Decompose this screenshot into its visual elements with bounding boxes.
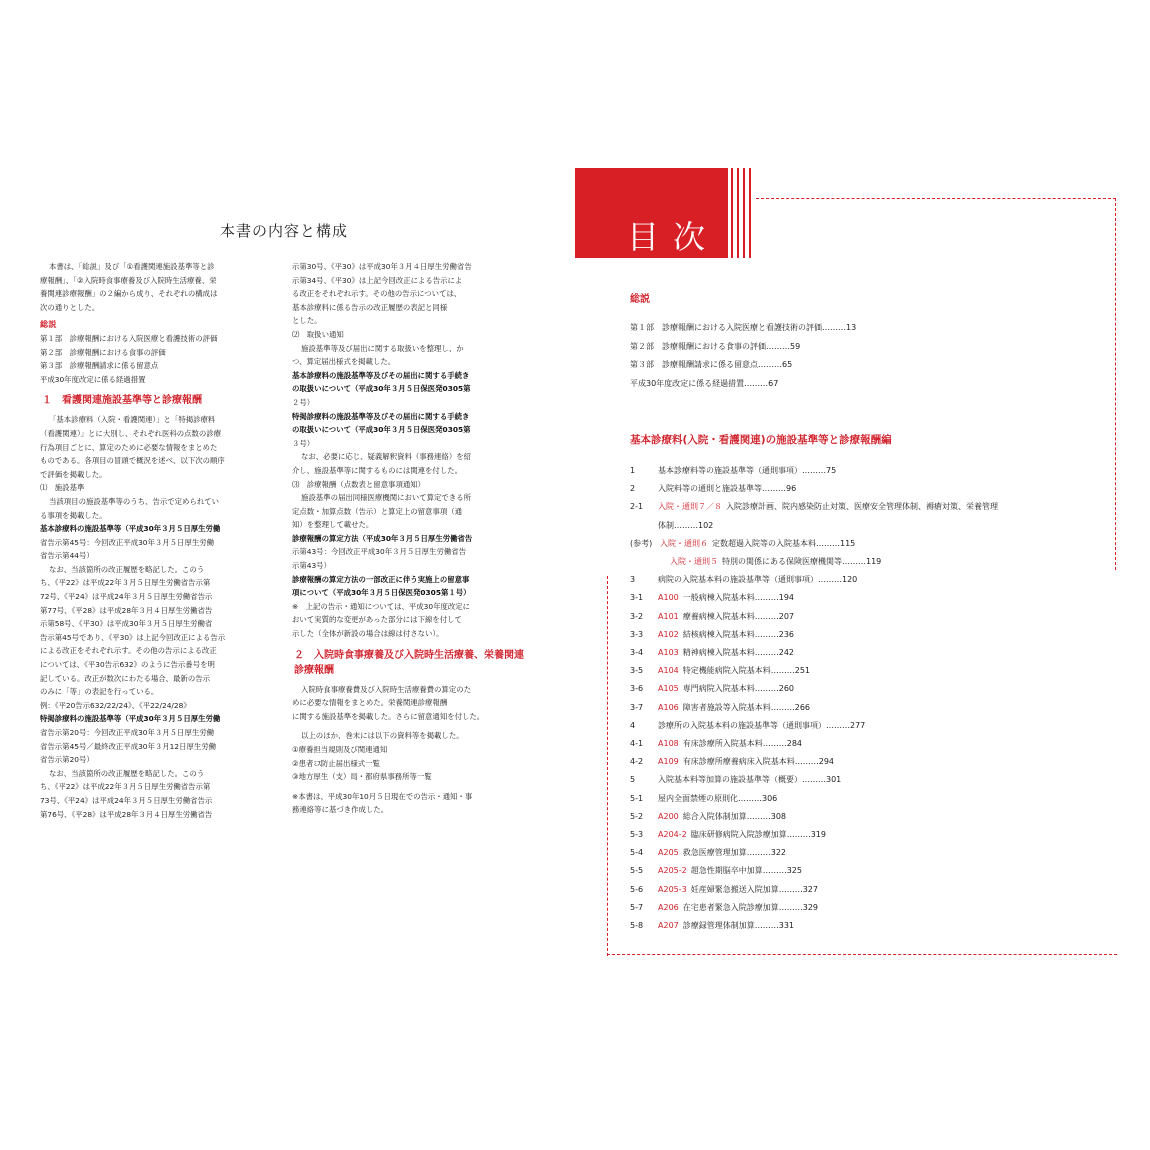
text-line: ち、《平22》は平成22年３月５日厚生労働省告示第 bbox=[40, 578, 211, 588]
toc-item-code: A102 bbox=[658, 629, 679, 639]
toc-item-number: 3-3 bbox=[630, 629, 644, 639]
text-line: に関する施設基準を掲載した。さらに留意通知を付した。 bbox=[292, 711, 485, 721]
toc-item-number: (参考) bbox=[630, 538, 653, 548]
toc-header bbox=[575, 168, 728, 258]
toc-item-code: A103 bbox=[658, 648, 679, 657]
text-line: る事項を掲載した。 bbox=[40, 510, 107, 520]
text-line: 施設基準等及び届出に関する取扱いを整理し、か bbox=[301, 343, 464, 353]
section-heading: 総説 bbox=[40, 319, 57, 330]
toc-item-text: 在宅患者緊急入院診療加算………329 bbox=[682, 902, 819, 912]
toc-item[interactable] bbox=[630, 683, 794, 694]
text-line: なお、当該箇所の改正履歴を略記した。このう bbox=[49, 768, 205, 778]
text-line: ⑶ 診療報酬（点数表と留意事項通知） bbox=[292, 479, 426, 489]
toc-item[interactable] bbox=[630, 665, 810, 676]
toc-item-number: 3-2 bbox=[630, 611, 644, 621]
toc-item-code: A205-2 bbox=[658, 866, 687, 876]
toc-item[interactable] bbox=[630, 520, 713, 531]
text-line: 省告示第20号） bbox=[40, 755, 94, 765]
toc-item-code: A205-3 bbox=[658, 884, 687, 894]
text-line: おいて実質的な変更があった部分には下線を付して bbox=[292, 615, 462, 625]
text-line: なお、必要に応じ、疑義解釈資料（事務連絡）を紹 bbox=[301, 452, 471, 462]
section-title-basic-fees: 基本診療料(入院・看護関連)の施設基準等と診療報酬編 bbox=[630, 434, 892, 446]
toc-item[interactable] bbox=[630, 574, 857, 585]
left-column-2 bbox=[292, 260, 527, 817]
toc-item-text: 特別の関係にある保険医療機関等………119 bbox=[722, 557, 882, 566]
toc-item-code: A101 bbox=[658, 611, 679, 621]
toc-item[interactable] bbox=[630, 611, 794, 622]
text-line: ２号） bbox=[292, 397, 315, 407]
text-line: ３号） bbox=[292, 438, 315, 448]
text-line: ものである。各項目の冒頭で概況を述べ、以下次の順序 bbox=[40, 456, 225, 466]
toc-item-number: 2-1 bbox=[630, 502, 644, 512]
toc-item[interactable] bbox=[630, 720, 865, 731]
text-line: 定点数・加算点数（告示）と算定上の留意事項（通 bbox=[292, 506, 462, 516]
left-page bbox=[40, 220, 530, 940]
toc-item-number: 5-3 bbox=[630, 830, 644, 839]
toc-item-number: 5-8 bbox=[630, 921, 644, 930]
toc-item[interactable] bbox=[630, 483, 796, 494]
toc-item[interactable]: 平成30年度改定に係る経過措置………67 bbox=[630, 378, 779, 388]
text-line: とした。 bbox=[292, 316, 322, 326]
toc-item-text: 診療所の入院基本料の施設基準等（通則事項）………277 bbox=[658, 720, 866, 730]
toc-item-text: 臨床研修病院入院診療加算………319 bbox=[690, 830, 826, 839]
toc-item-code: A109 bbox=[658, 757, 679, 767]
text-line: 第３部 診療報酬請求に係る留意点 bbox=[40, 361, 159, 371]
text-line: 項について（平成30年３月５日保医発0305第１号） bbox=[292, 588, 471, 598]
text-line: 当該項目の施設基準等のうち、告示で定められてい bbox=[49, 496, 219, 506]
toc-item-code: A105 bbox=[658, 684, 679, 694]
toc-item-text: 救急医療管理加算………322 bbox=[682, 848, 787, 858]
text-line: 省告示第20号：今回改正平成30年３月５日厚生労働 bbox=[40, 728, 215, 737]
text-line: 示第58号、《平30》は平成30年３月５日厚生労働省 bbox=[40, 619, 213, 629]
toc-item-code: A205 bbox=[658, 848, 679, 858]
toc-item[interactable] bbox=[630, 702, 810, 713]
toc-item-code: A104 bbox=[658, 666, 679, 676]
text-line: 診療報酬の算定方法（平成30年３月５日厚生労働省告 bbox=[292, 533, 473, 543]
text-line: 本書は、「総説」及び「①看護関連施設基準等と診 bbox=[49, 262, 215, 271]
toc-item-code: 入院・通則５ bbox=[670, 557, 718, 566]
text-line: ①療養担当規則及び関連通知 bbox=[292, 745, 388, 754]
toc-item-text: 療養病棟入院基本料………207 bbox=[682, 611, 795, 621]
toc-item-number: 4-2 bbox=[630, 757, 644, 767]
toc-item-text: 専門病院入院基本料………260 bbox=[682, 684, 795, 694]
text-line: 務連絡等に基づき作成した。 bbox=[292, 805, 389, 815]
toc-item-text: 結核病棟入院基本料………236 bbox=[682, 629, 795, 639]
toc-item-number: 3-6 bbox=[630, 684, 644, 694]
text-line: ⑴ 施設基準 bbox=[40, 483, 85, 493]
toc-item-text: 屋内全面禁煙の原則化………306 bbox=[658, 793, 778, 803]
text-line: 示した（全体が新設の場合は線は付さない）。 bbox=[292, 629, 444, 639]
toc-item[interactable] bbox=[630, 774, 841, 785]
text-line: 示第34号、《平30》は上記今回改正による告示によ bbox=[292, 275, 463, 285]
toc-item-code: 入院・通則７／８ bbox=[658, 502, 722, 512]
text-line: による改正をそれぞれ示す。その他の告示による改正 bbox=[40, 646, 217, 656]
toc-item-number: 5-7 bbox=[630, 902, 644, 912]
text-line: 第76号、《平28》は平成28年３月４日厚生労働省告 bbox=[40, 809, 213, 819]
text-line: 基本診療料の施設基準等及びその届出に関する手続き bbox=[292, 370, 470, 380]
toc-item-text: 超急性期脳卒中加算………325 bbox=[690, 866, 802, 876]
toc-item-text: 入院基本料等加算の施設基準等（概要）………301 bbox=[658, 775, 842, 785]
text-line: 診療報酬の算定方法の一部改正に伴う実施上の留意事 bbox=[292, 574, 470, 584]
toc-item-number: 5-1 bbox=[630, 793, 644, 803]
section-title-overview: 総説 bbox=[630, 294, 650, 305]
text-line: のみに「等」の表記を行っている。 bbox=[40, 687, 159, 697]
toc-item-text: 一般病棟入院基本料………194 bbox=[682, 593, 795, 603]
toc-item-text: 特定機能病院入院基本料………251 bbox=[682, 666, 811, 676]
toc-item-text: 有床診療所療養病床入院基本料………294 bbox=[682, 757, 835, 767]
text-line: については、《平30告示632》のように告示番号を明 bbox=[40, 660, 215, 670]
text-line: ②患者ﾐｽ防止届出様式一覧 bbox=[292, 758, 380, 768]
toc-item-text: 妊産婦緊急搬送入院加算………327 bbox=[690, 884, 818, 894]
text-line: 療報酬」、「②入院時食事療養及び入院時生活療養、栄 bbox=[40, 275, 217, 285]
toc-item-number: 5-5 bbox=[630, 866, 644, 876]
text-line: 告示第45号であり、《平30》は上記今回改正による告示 bbox=[40, 632, 226, 642]
toc-item-text: 診療録管理体制加算………331 bbox=[682, 921, 795, 930]
toc-item-text: 基本診療料等の施設基準等（通則事項）………75 bbox=[658, 466, 837, 475]
toc-item-number: 3 bbox=[630, 575, 636, 585]
text-line: 第２部 診療報酬における食事の評価 bbox=[40, 347, 166, 357]
frame-line bbox=[607, 954, 1117, 955]
toc-item-number: 5-4 bbox=[630, 848, 644, 858]
text-line: る改正をそれぞれ示す。その他の告示については、 bbox=[292, 289, 462, 299]
text-line: 省告示第45号：今回改正平成30年３月５日厚生労働 bbox=[40, 537, 215, 547]
toc-item-code: A200 bbox=[658, 811, 679, 821]
text-line: の取扱いについて（平成30年３月５日保医発0305第 bbox=[292, 384, 471, 394]
toc-item[interactable] bbox=[630, 865, 802, 876]
toc-item-number: 5-2 bbox=[630, 811, 644, 821]
toc-item[interactable] bbox=[630, 538, 855, 549]
toc-item-text: 総合入院体制加算………308 bbox=[682, 811, 787, 821]
toc-item[interactable] bbox=[630, 629, 794, 640]
toc-title: 目次 bbox=[627, 218, 720, 256]
toc-item[interactable] bbox=[630, 647, 794, 658]
toc-item-number: 3-7 bbox=[630, 702, 644, 712]
header-stripes bbox=[728, 168, 756, 258]
toc-item-number: 4 bbox=[630, 720, 636, 730]
left-column-1 bbox=[40, 260, 275, 821]
text-line: 特掲診療料の施設基準等（平成30年３月５日厚生労働 bbox=[40, 714, 221, 724]
text-line: つ、算定届出様式を掲載した。 bbox=[292, 357, 396, 367]
text-line: 施設基準の届出同様医療機関において算定できる所 bbox=[301, 493, 471, 503]
text-line: 特掲診療料の施設基準等及びその届出に関する手続き bbox=[292, 411, 470, 421]
toc-item[interactable] bbox=[630, 592, 794, 603]
text-line: 入院時食事療養費及び入院時生活療養費の算定のた bbox=[301, 684, 471, 694]
toc-item[interactable]: 第１部 診療報酬における入院医療と看護技術の評価………13 bbox=[630, 323, 857, 332]
section-heading: １ 看護関連施設基準等と診療報酬 bbox=[42, 395, 202, 407]
toc-item-code: A106 bbox=[658, 702, 679, 712]
text-line: 73号、《平24》は平成24年３月５日厚生労働省告示 bbox=[40, 795, 213, 805]
text-line: 行為項目ごとに、算定のために必要な情報をまとめた bbox=[40, 442, 218, 452]
toc-item[interactable]: 第２部 診療報酬における食事の評価………59 bbox=[630, 341, 801, 351]
text-line: 基本診療料の施設基準等（平成30年３月５日厚生労働 bbox=[40, 524, 221, 534]
text-line: （看護関連）」とに大別し、それぞれ医科の点数の診療 bbox=[40, 428, 222, 438]
text-line: で評価を掲載した。 bbox=[40, 469, 107, 479]
toc-item-text: 精神病棟入院基本料………242 bbox=[682, 648, 795, 657]
toc-item[interactable] bbox=[630, 465, 836, 476]
text-line: 第１部 診療報酬における入院医療と看護技術の評価 bbox=[40, 333, 218, 343]
text-line: 示第43号：今回改正平成30年３月５日厚生労働省告 bbox=[292, 547, 467, 557]
text-line: ⑵ 取扱い通知 bbox=[292, 329, 344, 339]
toc-item[interactable] bbox=[630, 556, 881, 567]
toc-item-number: 3-1 bbox=[630, 593, 644, 603]
text-line: ③地方厚生（支）局・都府県事務所等一覧 bbox=[292, 772, 432, 782]
toc-item-text: 病院の入院基本料の施設基準等（通則事項）………120 bbox=[658, 575, 858, 585]
toc-item[interactable] bbox=[630, 793, 777, 804]
text-line: なお、当該箇所の改正履歴を略記した。このう bbox=[49, 564, 205, 574]
toc-item-code: A108 bbox=[658, 739, 679, 748]
text-line: ※ 上記の告示・通知については、平成30年度改定に bbox=[292, 601, 471, 611]
toc-item-code: A100 bbox=[658, 593, 679, 603]
text-line: 介し、施設基準等に関するものには関連を付した。 bbox=[292, 465, 462, 475]
frame-line bbox=[1115, 198, 1116, 570]
toc-item-number: 5-6 bbox=[630, 884, 644, 894]
toc-item-number: 3-4 bbox=[630, 648, 644, 657]
toc-item-number: 4-1 bbox=[630, 739, 644, 748]
toc-item-number: 1 bbox=[630, 466, 636, 475]
text-line: 例：《平20告示632/22/24》、《平22/24/28》 bbox=[40, 700, 191, 710]
toc-item[interactable] bbox=[630, 902, 818, 913]
text-line: 記している。改正が数次にわたる場合、最新の告示 bbox=[40, 673, 210, 683]
text-line: 示第43号） bbox=[292, 561, 331, 571]
page-title: 本書の内容と構成 bbox=[220, 222, 349, 240]
toc-item[interactable] bbox=[630, 738, 802, 749]
toc-item[interactable]: 第３部 診療報酬請求に係る留意点………65 bbox=[630, 360, 793, 369]
toc-item-code: A207 bbox=[658, 921, 679, 930]
toc-item-code: 入院・通則６ bbox=[660, 538, 708, 548]
text-line: 次の通りとした。 bbox=[40, 302, 100, 312]
text-line: 養関連診療報酬」の２編から成り、それぞれの構成は bbox=[40, 289, 218, 299]
toc-item-text: 定数超過入院等の入院基本料………115 bbox=[712, 538, 856, 548]
toc-item-text: 障害者施設等入院基本料………266 bbox=[682, 702, 811, 712]
toc-item[interactable] bbox=[630, 756, 834, 767]
toc-item-code: A206 bbox=[658, 902, 679, 912]
text-line: 「基本診療料（入院・看護関連）」と「特掲診療料 bbox=[49, 415, 216, 425]
toc-item[interactable] bbox=[630, 920, 794, 931]
toc-item-number: 2 bbox=[630, 484, 636, 494]
toc-item-text: 入院料等の通則と施設基準等………96 bbox=[658, 484, 797, 494]
toc-item[interactable] bbox=[630, 829, 826, 840]
text-line: の取扱いについて（平成30年３月５日保医発0305第 bbox=[292, 425, 471, 435]
toc-item-text: 入院診療計画、院内感染防止対策、医療安全管理体制、褥瘡対策、栄養管理 bbox=[726, 502, 998, 512]
text-line: 省告示第44号） bbox=[40, 551, 94, 561]
toc-item[interactable] bbox=[630, 847, 786, 858]
toc-page bbox=[575, 168, 1120, 958]
frame-line bbox=[607, 576, 608, 956]
toc-item-text: 体制………102 bbox=[658, 520, 714, 530]
text-line: 省告示第45号／最終改正平成30年３月12日厚生労働 bbox=[40, 741, 217, 751]
toc-item[interactable] bbox=[630, 811, 786, 822]
text-line: ち、《平22》は平成22年３月５日厚生労働省告示第 bbox=[40, 782, 211, 792]
toc-item[interactable] bbox=[630, 884, 818, 895]
text-line: 第77号、《平28》は平成28年３月４日厚生労働省告 bbox=[40, 605, 213, 615]
text-line: 72号、《平24》は平成24年３月５日厚生労働省告示 bbox=[40, 592, 213, 602]
toc-item-number: 3-5 bbox=[630, 666, 644, 676]
text-line: 以上のほか、巻末には以下の資料等を掲載した。 bbox=[301, 731, 464, 741]
section-heading: ２ 入院時食事療養及び入院時生活療養、栄養関連診療報酬 bbox=[294, 649, 524, 676]
text-line: 基本診療料に係る告示の改正履歴の表記と同様 bbox=[292, 302, 448, 312]
toc-item-code: A204-2 bbox=[658, 830, 687, 839]
text-line: 示第30号、《平30》は平成30年３月４日厚生労働省告 bbox=[292, 262, 472, 271]
text-line: めに必要な情報をまとめた。栄養関連診療報酬 bbox=[292, 698, 448, 708]
toc-item[interactable] bbox=[630, 501, 998, 512]
frame-line bbox=[756, 198, 1116, 199]
text-line: ※本書は、平成30年10月５日現在での告示・通知・事 bbox=[292, 791, 473, 801]
toc-item-number: 5 bbox=[630, 775, 636, 785]
text-line: 平成30年度改定に係る経過措置 bbox=[40, 374, 146, 384]
text-line: 知）を整理して載せた。 bbox=[292, 520, 374, 530]
toc-item-text: 有床診療所入院基本料………284 bbox=[682, 739, 803, 748]
